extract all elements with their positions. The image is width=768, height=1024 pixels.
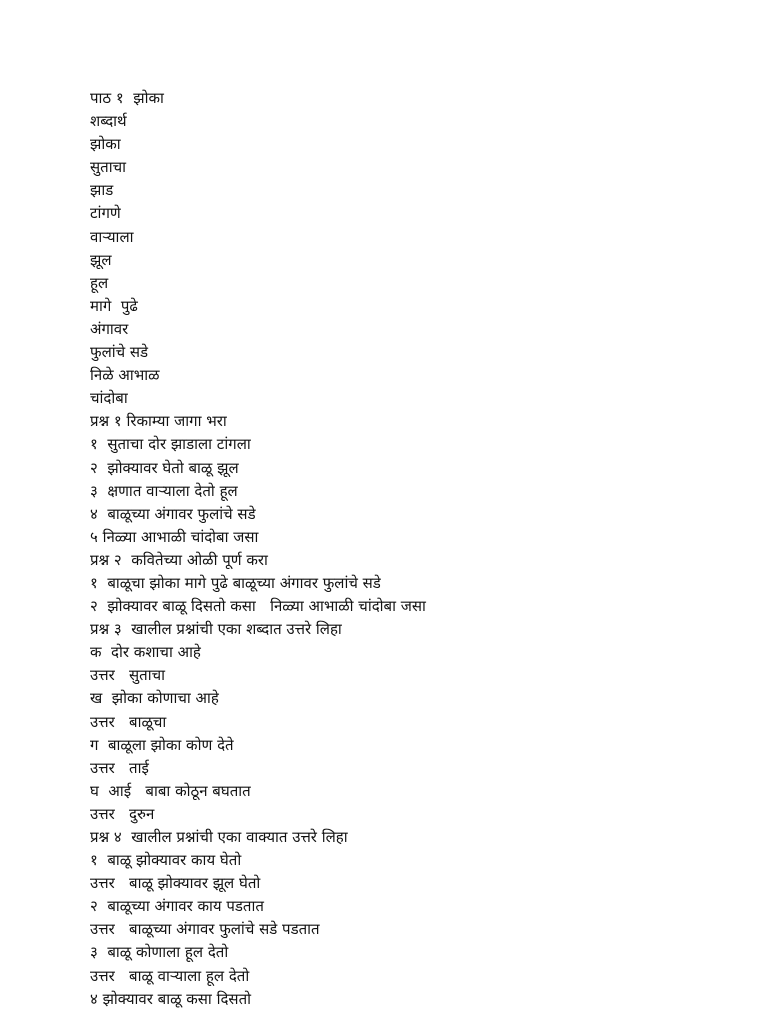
question-item: ४ झोक्यावर बाळू कसा दिसतो xyxy=(90,989,252,1008)
vocabulary-word: फुलांचे सडे xyxy=(90,343,149,362)
document-body xyxy=(90,87,760,1011)
answer-item: उत्तर बाळूचा xyxy=(90,712,167,731)
question-item: घ आई बाबा कोठून बघतात xyxy=(90,781,251,800)
answer-item: उत्तर ताई xyxy=(90,758,149,777)
answer-item: उत्तर बाळू झोक्यावर झूल घेतो xyxy=(90,874,261,893)
fill-blank-item: २ झोक्यावर घेतो बाळू झूल xyxy=(90,458,239,477)
lesson-title: पाठ १ झोका xyxy=(90,89,164,107)
question-heading-1: प्रश्न १ रिकाम्या जागा भरा xyxy=(90,412,227,431)
answer-item: उत्तर दुरुन xyxy=(90,804,155,823)
vocabulary-word: टांगणे xyxy=(90,204,121,223)
vocabulary-word: निळे आभाळ xyxy=(90,366,160,385)
vocabulary-word: हूल xyxy=(90,273,109,292)
vocabulary-word: मागे पुढे xyxy=(90,296,138,315)
answer-item: उत्तर सुताचा xyxy=(90,666,166,685)
question-item: ग बाळूला झोका कोण देते xyxy=(90,735,234,754)
vocabulary-word: झूल xyxy=(90,250,112,269)
fill-blank-item: ४ बाळूच्या अंगावर फुलांचे सडे xyxy=(90,504,256,523)
section-heading-vocabulary: शब्दार्थ xyxy=(90,112,127,131)
answer-item: उत्तर बाळू वाऱ्याला हूल देतो xyxy=(90,966,250,985)
vocabulary-word: सुताचा xyxy=(90,158,126,177)
question-item: ३ बाळू कोणाला हूल देतो xyxy=(90,943,229,962)
question-heading-4: प्रश्न ४ खालील प्रश्नांची एका वाक्यात उत्तरे लिहा xyxy=(90,828,348,846)
fill-blank-item: १ सुताचा दोर झाडाला टांगला xyxy=(90,435,251,454)
question-heading-2: प्रश्न २ कवितेच्या ओळी पूर्ण करा xyxy=(90,550,268,569)
complete-line-item: २ झोक्यावर बाळू दिसतो कसा निळ्या आभाळी चांदोबा जसा xyxy=(90,597,426,616)
question-item: ख झोका कोणाचा आहे xyxy=(90,689,219,708)
question-item: १ बाळू झोक्यावर काय घेतो xyxy=(90,851,242,870)
vocabulary-word: वाऱ्याला xyxy=(90,227,134,246)
question-item: २ बाळूच्या अंगावर काय पडतात xyxy=(90,897,264,916)
answer-item: उत्तर बाळूच्या अंगावर फुलांचे सडे पडतात xyxy=(90,920,320,939)
complete-line-item: १ बाळूचा झोका मागे पुढे बाळूच्या अंगावर फुलांचे सडे xyxy=(90,573,381,592)
fill-blank-item: ५ निळ्या आभाळी चांदोबा जसा xyxy=(90,527,259,546)
vocabulary-word: चांदोबा xyxy=(90,389,128,408)
question-item: क दोर कशाचा आहे xyxy=(90,643,201,662)
question-heading-3: प्रश्न ३ खालील प्रश्नांची एका शब्दात उत्तरे लिहा xyxy=(90,620,342,639)
fill-blank-item: ३ क्षणात वाऱ्याला देतो हूल xyxy=(90,481,238,500)
vocabulary-word: अंगावर xyxy=(90,319,129,338)
vocabulary-word: झोका xyxy=(90,135,121,154)
vocabulary-word: झाड xyxy=(90,181,114,200)
